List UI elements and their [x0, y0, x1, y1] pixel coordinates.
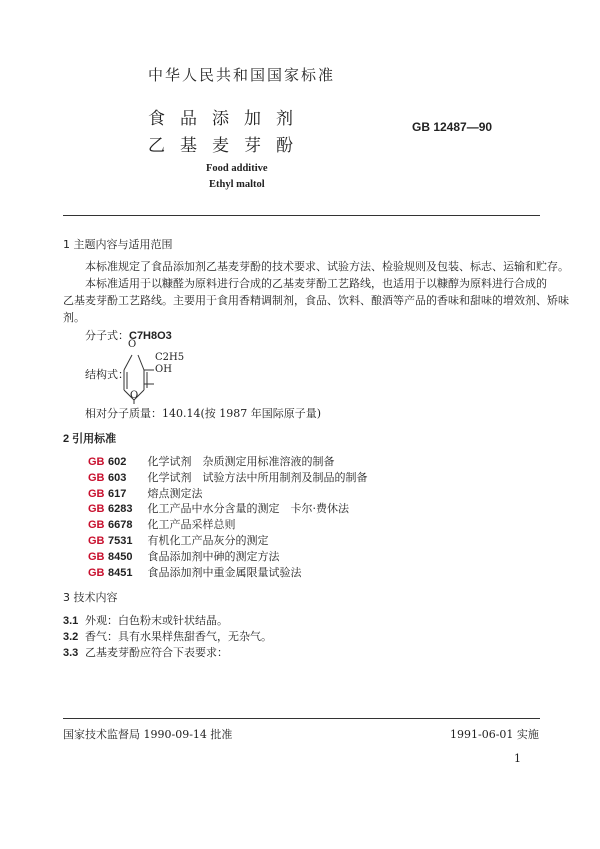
gb-prefix: GB [88, 503, 105, 516]
structure-oh: OH [155, 364, 172, 375]
header-divider [63, 215, 540, 216]
section-1-heading: 1 主题内容与适用范围 [63, 238, 173, 251]
standard-title: 熔点测定法 [147, 486, 203, 500]
standard-title: 食品添加剂中重金属限量试验法 [147, 565, 302, 579]
effective-date: 1991-06-01 实施 [450, 728, 539, 741]
title-en-2: Ethyl maltol [209, 179, 265, 190]
structure-o-top: O [128, 339, 137, 350]
standard-title: 有机化工产品灰分的测定 [147, 534, 269, 547]
sec3-item: 3.3 乙基麦芽酚应符合下表要求： [63, 646, 228, 659]
sec3-item: 3.1 外观：白色粉末或针状结晶。 [63, 614, 228, 627]
title-cn-2: 乙基麦芽酚 [148, 136, 308, 156]
page-number: 1 [514, 752, 521, 765]
national-standard-label: 中华人民共和国国家标准 [148, 66, 336, 84]
approval-date: 国家技术监督局 1990-09-14 批准 [63, 728, 233, 741]
sec1-paragraph-2c: 剂。 [63, 311, 85, 324]
standard-number: 617 [108, 487, 127, 500]
gb-prefix: GB [88, 519, 105, 532]
standard-title: 化工产品中水分含量的测定 卡尔·费休法 [147, 502, 349, 516]
gb-prefix: GB [88, 550, 105, 563]
reference-standard-link[interactable] [88, 516, 236, 532]
molecular-mass: 相对分子质量：140.14(按 1987 年国际原子量) [85, 407, 322, 420]
reference-standard-link[interactable] [88, 548, 280, 564]
gb-prefix: GB [88, 487, 105, 500]
formula-value: C7H8O3 [129, 330, 172, 342]
section-3-heading: 3 技术内容 [63, 591, 118, 604]
standard-title: 食品添加剂中砷的测定方法 [147, 549, 280, 563]
sec1-paragraph-2a: 本标准适用于以糠醛为原料进行合成的乙基麦芽酚工艺路线，也适用于以糠醇为原料进行合成的 [85, 277, 547, 290]
reference-standard-link[interactable] [88, 564, 302, 580]
standard-number: GB 12487—90 [412, 120, 493, 134]
sec1-paragraph-2b: 乙基麦芽酚工艺路线。主要用于食用香精调制剂，食品、饮料、酿酒等产品的香味和甜味的增效剂、矫味 [63, 294, 569, 307]
title-cn-1: 食品添加剂 [148, 109, 308, 129]
reference-standard-link[interactable] [88, 532, 269, 548]
gb-prefix: GB [88, 535, 105, 547]
sec3-item: 3.2 香气：具有水果样焦甜香气，无杂气。 [63, 630, 272, 643]
title-en-1: Food additive [206, 163, 268, 174]
standard-title: 化工产品采样总则 [147, 518, 236, 532]
standard-number: 6283 [108, 503, 133, 516]
footer-divider [63, 718, 540, 719]
standard-number: 7531 [108, 535, 133, 547]
structure-c2h5: C2H5 [155, 352, 185, 363]
standard-number: 8451 [108, 566, 133, 579]
formula-label: 分子式： [85, 329, 129, 342]
standard-title: 化学试剂 试验方法中所用制剂及制品的制备 [147, 470, 368, 484]
reference-standard-link[interactable] [88, 485, 203, 501]
gb-prefix: GB [88, 456, 105, 468]
standard-number: 8450 [108, 550, 133, 563]
standard-title: 化学试剂 杂质测定用标准溶液的制备 [147, 455, 335, 468]
sec1-paragraph-1: 本标准规定了食品添加剂乙基麦芽酚的技术要求、试验方法、检验规则及包装、标志、运输和贮存。 [85, 260, 569, 273]
structure-label: 结构式： [85, 368, 129, 381]
reference-standard-link[interactable] [88, 469, 368, 485]
gb-prefix: GB [88, 471, 105, 484]
gb-prefix: GB [88, 566, 105, 579]
structure-o-bottom: O [130, 390, 139, 401]
section-2-heading: 2 引用标准 [63, 433, 117, 445]
reference-standard-link[interactable] [88, 500, 349, 516]
reference-standard-link[interactable] [88, 453, 335, 469]
standard-number: 6678 [108, 519, 133, 532]
standard-number: 602 [108, 456, 127, 468]
standard-number: 603 [108, 471, 127, 484]
